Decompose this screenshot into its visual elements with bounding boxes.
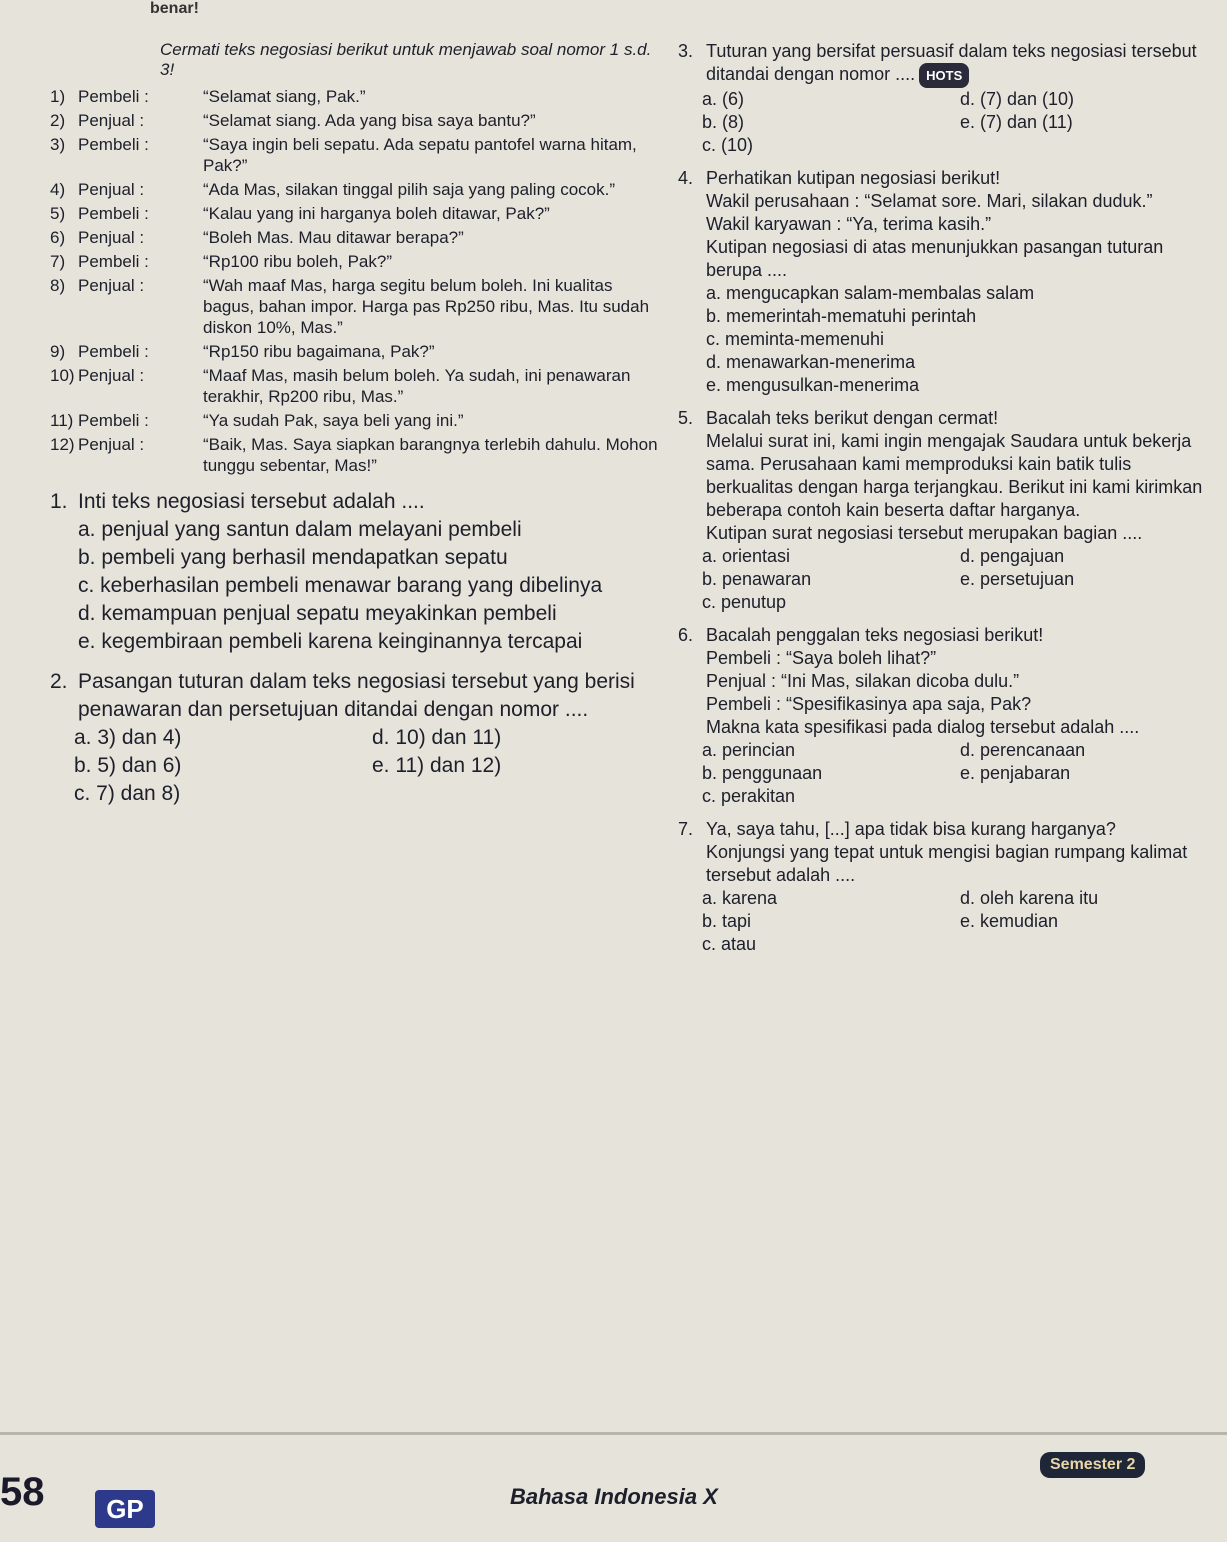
left-column [50, 40, 660, 808]
dialog-speaker: Penjual : [78, 180, 145, 199]
dialog-line [50, 134, 660, 176]
dialog-number: 7) [50, 252, 66, 271]
dialog-text: “Maaf Mas, masih belum boleh. Ya sudah, ini penawaran terakhir, Rp200 ribu, Mas.” [203, 366, 631, 406]
option-e[interactable]: e. persetujuan [960, 569, 1075, 589]
dialog-number: 11) [50, 411, 74, 430]
option-e[interactable]: e. kegembiraan pembeli karena keinginannya tercapai [78, 630, 583, 653]
question-number: 1. [50, 490, 68, 513]
dialog-line [50, 251, 660, 272]
question-number: 4. [678, 168, 694, 188]
question-number: 2. [50, 670, 68, 693]
quote-line: Wakil karyawan : “Ya, terima kasih.” [706, 214, 992, 234]
question-4 [678, 167, 1208, 397]
quote-line: Penjual : “Ini Mas, silakan dicoba dulu.” [706, 671, 1020, 691]
dialog-number: 3) [50, 135, 66, 154]
dialog-number: 6) [50, 228, 66, 247]
dialog-text: “Boleh Mas. Mau ditawar berapa?” [203, 228, 464, 247]
hots-badge: HOTS [919, 63, 969, 88]
quote-line: Pembeli : “Spesifikasinya apa saja, Pak? [706, 694, 1032, 714]
dialog-speaker: Pembeli : [78, 252, 149, 271]
option-d[interactable]: d. pengajuan [960, 546, 1065, 566]
dialog-text: “Rp150 ribu bagaimana, Pak?” [203, 342, 435, 361]
quoted-letter-text: Melalui surat ini, kami ingin mengajak Saudara untuk bekerja sama. Perusahaan kami memproduksi kain batik tulis berkualitas dengan harga terjangkau. Berikut ini kami kirimkan beberapa contoh kain beserta daftar harganya. [706, 431, 1203, 520]
dialog-list [50, 86, 660, 476]
question-number: 3. [678, 41, 694, 61]
option-d[interactable]: d. perencanaan [960, 740, 1086, 760]
option-b[interactable]: b. penggunaan [702, 763, 823, 783]
option-c[interactable]: c. perakitan [702, 786, 796, 806]
top-strip-text: benar! [150, 0, 199, 17]
dialog-speaker: Pembeli : [78, 411, 149, 430]
option-d[interactable]: d. (7) dan (10) [960, 89, 1075, 109]
option-c[interactable]: c. keberhasilan pembeli menawar barang yang dibelinya [78, 574, 603, 597]
dialog-line [50, 110, 660, 131]
footer-divider [0, 1432, 1227, 1435]
dialog-number: 4) [50, 180, 66, 199]
dialog-line [50, 341, 660, 362]
option-e[interactable]: e. penjabaran [960, 763, 1071, 783]
dialog-speaker: Penjual : [78, 276, 145, 295]
option-e[interactable]: e. 11) dan 12) [372, 754, 502, 777]
dialog-speaker: Pembeli : [78, 204, 149, 223]
question-stem: Perhatikan kutipan negosiasi berikut! [706, 168, 1001, 188]
dialog-line [50, 86, 660, 107]
question-6 [678, 624, 1208, 808]
option-b[interactable]: b. memerintah-mematuhi perintah [706, 306, 977, 326]
dialog-number: 8) [50, 276, 66, 295]
question-number: 7. [678, 819, 694, 839]
question-stem: Bacalah penggalan teks negosiasi berikut! [706, 625, 1044, 645]
option-a[interactable]: a. orientasi [702, 546, 791, 566]
option-a[interactable]: a. 3) dan 4) [74, 726, 182, 749]
option-a[interactable]: a. (6) [702, 89, 745, 109]
question-number: 5. [678, 408, 694, 428]
question-stem: Ya, saya tahu, [...] apa tidak bisa kurang harganya? [706, 819, 1116, 839]
dialog-line [50, 179, 660, 200]
question-7 [678, 818, 1208, 956]
option-b[interactable]: b. (8) [702, 112, 745, 132]
question-stem: Tuturan yang bersifat persuasif dalam teks negosiasi tersebut ditandai dengan nomor .... [706, 41, 1197, 84]
option-b[interactable]: b. penawaran [702, 569, 812, 589]
dialog-speaker: Pembeli : [78, 87, 149, 106]
option-c[interactable]: c. penutup [702, 592, 787, 612]
dialog-text: “Wah maaf Mas, harga segitu belum boleh. Ini kualitas bagus, bahan impor. Harga pas Rp250 ribu, Mas. Itu sudah diskon 10%, Mas.” [203, 276, 650, 337]
dialog-text: “Kalau yang ini harganya boleh ditawar, Pak?” [203, 204, 550, 223]
dialog-line [50, 275, 660, 338]
dialog-number: 5) [50, 204, 66, 223]
quote-line: Pembeli : “Saya boleh lihat?” [706, 648, 937, 668]
question-2 [50, 668, 660, 808]
dialog-speaker: Pembeli : [78, 342, 149, 361]
option-c[interactable]: c. (10) [702, 135, 754, 155]
dialog-speaker: Pembeli : [78, 135, 149, 154]
option-e[interactable]: e. kemudian [960, 911, 1059, 931]
dialog-text: “Baik, Mas. Saya siapkan barangnya terlebih dahulu. Mohon tunggu sebentar, Mas!” [203, 435, 658, 475]
question-stem: Bacalah teks berikut dengan cermat! [706, 408, 999, 428]
dialog-number: 2) [50, 111, 66, 130]
dialog-text: “Selamat siang, Pak.” [203, 87, 366, 106]
quote-line: Wakil perusahaan : “Selamat sore. Mari, silakan duduk.” [706, 191, 1153, 211]
semester-badge: Semester 2 [1040, 1452, 1145, 1478]
question-prompt: Kutipan surat negosiasi tersebut merupakan bagian .... [706, 523, 1143, 543]
dialog-number: 1) [50, 87, 66, 106]
dialog-line [50, 365, 660, 407]
question-3 [678, 40, 1208, 157]
option-c[interactable]: c. meminta-memenuhi [706, 329, 885, 349]
dialog-number: 10) [50, 366, 75, 385]
dialog-text: “Ya sudah Pak, saya beli yang ini.” [203, 411, 464, 430]
option-d[interactable]: d. menawarkan-menerima [706, 352, 916, 372]
right-column [678, 40, 1208, 966]
question-stem: Pasangan tuturan dalam teks negosiasi tersebut yang berisi penawaran dan persetujuan ditandai dengan nomor .... [78, 670, 635, 721]
dialog-speaker: Penjual : [78, 228, 145, 247]
option-a[interactable]: a. mengucapkan salam-membalas salam [706, 283, 1035, 303]
dialog-speaker: Penjual : [78, 435, 145, 454]
dialog-text: “Rp100 ribu boleh, Pak?” [203, 252, 393, 271]
option-d[interactable]: d. kemampuan penjual sepatu meyakinkan pembeli [78, 602, 557, 625]
option-b[interactable]: b. 5) dan 6) [74, 754, 182, 777]
dialog-speaker: Penjual : [78, 366, 145, 385]
question-stem: Inti teks negosiasi tersebut adalah .... [78, 490, 425, 513]
option-b[interactable]: b. pembeli yang berhasil mendapatkan sepatu [78, 546, 508, 569]
dialog-text: “Selamat siang. Ada yang bisa saya bantu?” [203, 111, 536, 130]
option-a[interactable]: a. perincian [702, 740, 796, 760]
option-d[interactable]: d. oleh karena itu [960, 888, 1099, 908]
dialog-text: “Ada Mas, silakan tinggal pilih saja yang paling cocok.” [203, 180, 616, 199]
question-1 [50, 488, 660, 656]
question-number: 6. [678, 625, 694, 645]
page-number: 58 [0, 1470, 45, 1514]
option-e[interactable]: e. (7) dan (11) [960, 112, 1073, 132]
dialog-number: 12) [50, 435, 75, 454]
option-a[interactable]: a. penjual yang santun dalam melayani pembeli [78, 518, 522, 541]
question-prompt: Makna kata spesifikasi pada dialog tersebut adalah .... [706, 717, 1140, 737]
option-c[interactable]: c. 7) dan 8) [74, 782, 181, 805]
option-b[interactable]: b. tapi [702, 911, 752, 931]
option-a[interactable]: a. karena [702, 888, 778, 908]
dialog-line [50, 434, 660, 476]
publisher-logo: GP [95, 1490, 155, 1528]
option-d[interactable]: d. 10) dan 11) [372, 726, 502, 749]
option-c[interactable]: c. atau [702, 934, 757, 954]
dialog-speaker: Penjual : [78, 111, 145, 130]
dialog-line [50, 227, 660, 248]
question-prompt: Konjungsi yang tepat untuk mengisi bagian rumpang kalimat tersebut adalah .... [706, 842, 1188, 885]
dialog-line [50, 203, 660, 224]
book-title: Bahasa Indonesia X [510, 1484, 718, 1509]
question-prompt: Kutipan negosiasi di atas menunjukkan pasangan tuturan berupa .... [706, 237, 1164, 280]
dialog-number: 9) [50, 342, 66, 361]
dialog-line [50, 410, 660, 431]
option-e[interactable]: e. mengusulkan-menerima [706, 375, 920, 395]
intro-instruction: Cermati teks negosiasi berikut untuk menjawab soal nomor 1 s.d. 3! [160, 40, 652, 79]
dialog-text: “Saya ingin beli sepatu. Ada sepatu pantofel warna hitam, Pak?” [203, 135, 637, 175]
question-5 [678, 407, 1208, 614]
